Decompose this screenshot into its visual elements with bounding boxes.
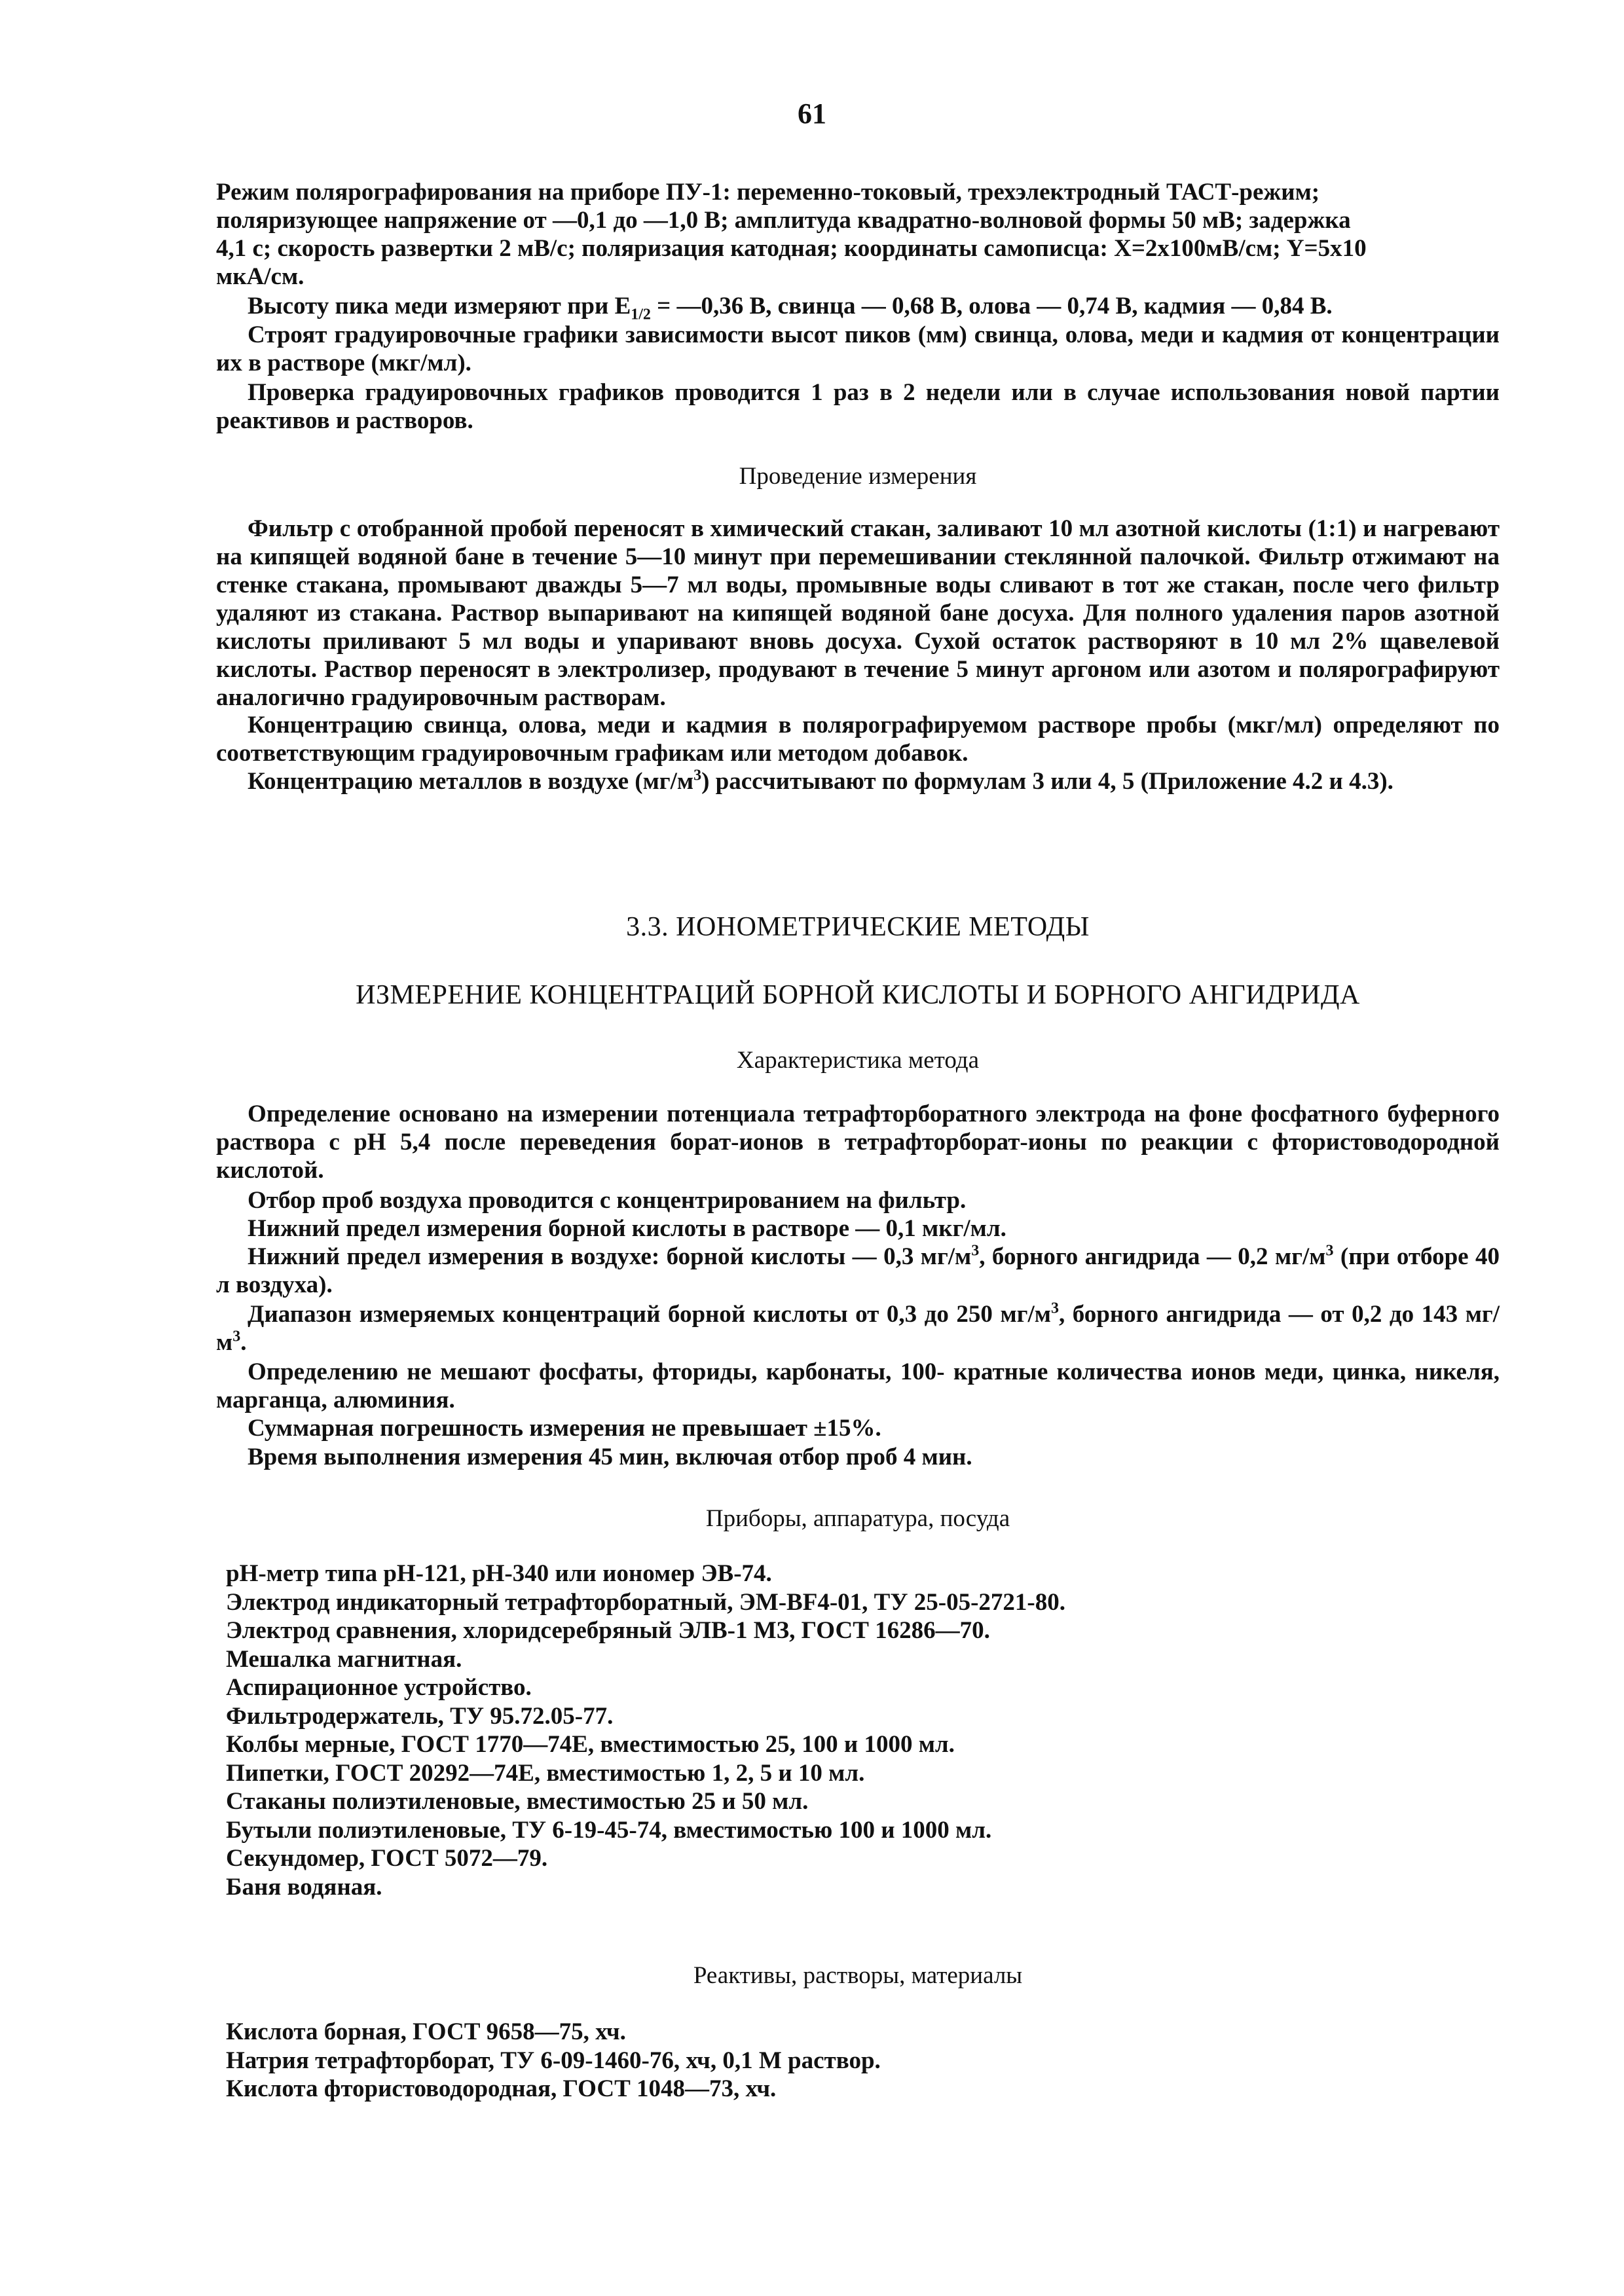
subsection-title-text: ИЗМЕРЕНИЕ КОНЦЕНТРАЦИЙ БОРНОЙ КИСЛОТЫ И БОРНОГО АНГИДРИДА [356, 980, 1360, 1010]
heading-measurement [216, 462, 1500, 490]
heading-reagents-text: Реактивы, растворы, материалы [693, 1962, 1023, 1989]
paragraph-error [216, 1414, 1500, 1442]
paragraph-interference [216, 1358, 1500, 1414]
paragraph-calibration-check [216, 378, 1500, 435]
list-item: Баня водяная. [226, 1873, 382, 1901]
heading-method-characteristics-text: Характеристика метода [736, 1047, 980, 1074]
reagents-list [226, 2018, 1496, 2104]
heading-measurement-text: Проведение измерения [739, 463, 977, 490]
error-text: Суммарная погрешность измерения не превышает ±15%. [248, 1415, 881, 1442]
method-basis-text: Определение основано на измерении потенциала тетрафторборатного электрода на фоне фосфатного буферного раствора с pH 5,4 после переведения борат-ионов в тетрафторборат-ионы по реакции с фтористоводородной кислотой. [216, 1101, 1500, 1184]
paragraph-peak-heights [216, 292, 1500, 323]
paragraph-limit-air [216, 1243, 1500, 1299]
peak-heights-text: Высоту пика меди измеряют при $E_{1/2}$ = —0,36 В, свинца — 0,68 В, олова — 0,74 В, кадмия — 0,84 В. [248, 293, 1333, 323]
list-item: Пипетки, ГОСТ 20292—74Е, вместимостью 1, 2, 5 и 10 мл. [226, 1759, 865, 1787]
section-title-text: 3.3. ИОНОМЕТРИЧЕСКИЕ МЕТОДЫ [626, 912, 1090, 942]
page-number: 61 [798, 98, 826, 130]
list-item: Стаканы полиэтиленовые, вместимостью 25 и 50 мл. [226, 1788, 809, 1815]
range-text: Диапазон измеряемых концентраций борной кислоты от 0,3 до 250 $мг/м^3$, борного ангидрида — от 0,2 до 143 $мг/м^3$. [216, 1300, 1500, 1356]
paragraph-method-basis [216, 1100, 1500, 1184]
limit-air-text: Нижний предел измерения в воздухе: борной кислоты — 0,3 $мг/м^3$, борного ангидрида — 0,2 $мг/м^3$ (при отборе 40 л воздуха). [216, 1242, 1500, 1298]
paragraph-filter-procedure [216, 515, 1500, 712]
list-item: Мешалка магнитная. [226, 1645, 462, 1673]
mode-line: 4,1 с; скорость развертки 2 мВ/с; поляризация катодная; координаты самописца: X=2x100мВ/см; Y=5x10 [216, 235, 1367, 262]
paragraph-sample-concentration [216, 711, 1500, 767]
paragraph-calibration-graphs [216, 321, 1500, 377]
list-item: Аспирационное устройство. [226, 1674, 532, 1701]
list-item: Колбы мерные, ГОСТ 1770—74Е, вместимостью 25, 100 и 1000 мл. [226, 1731, 955, 1758]
list-item: Электрод индикаторный тетрафторборатный, ЭМ-BF4-01, ТУ 25-05-2721-80. [226, 1588, 1065, 1616]
devices-list [226, 1559, 1496, 1901]
paragraph-polarography-mode [216, 178, 1500, 291]
calibration-graphs-text: Строят градуировочные графики зависимости высот пиков (мм) свинца, олова, меди и кадмия от концентрации их в растворе (мкг/мл). [216, 321, 1500, 376]
paragraph-limit-solution [216, 1214, 1500, 1243]
limit-solution-text: Нижний предел измерения борной кислоты в растворе — 0,1 мкг/мл. [248, 1215, 1006, 1242]
paragraph-range [216, 1300, 1500, 1357]
calibration-check-text: Проверка градуировочных графиков проводится 1 раз в 2 недели или в случае использования новой партии реактивов и растворов. [216, 379, 1500, 434]
heading-reagents [216, 1961, 1500, 1990]
list-item: Фильтродержатель, ТУ 95.72.05-77. [226, 1702, 614, 1730]
paragraph-air-concentration [216, 767, 1500, 795]
heading-method-characteristics [216, 1046, 1500, 1074]
subsection-title [216, 979, 1500, 1011]
list-item: Секундомер, ГОСТ 5072—79. [226, 1845, 548, 1872]
heading-devices [216, 1504, 1500, 1533]
paragraph-sampling [216, 1186, 1500, 1214]
time-text: Время выполнения измерения 45 мин, включая отбор проб 4 мин. [248, 1444, 972, 1470]
section-title [216, 911, 1500, 943]
mode-line: поляризующее напряжение от —0,1 до —1,0 В; амплитуда квадратно-волновой формы 50 мВ; задержка [216, 207, 1351, 234]
mode-line: Режим полярографирования на приборе ПУ-1: переменно-токовый, трехэлектродный ТАСТ-режим; [216, 179, 1320, 206]
list-item: Бутыли полиэтиленовые, ТУ 6-19-45-74, вместимостью 100 и 1000 мл. [226, 1816, 992, 1844]
sampling-text: Отбор проб воздуха проводится с концентрированием на фильтр. [248, 1187, 967, 1214]
mode-line: мкА/см. [216, 263, 304, 290]
paragraph-time [216, 1443, 1500, 1471]
list-item: Кислота борная, ГОСТ 9658—75, хч. [226, 2018, 626, 2045]
list-item: Натрия тетрафторборат, ТУ 6-09-1460-76, хч, 0,1 М раствор. [226, 2047, 881, 2074]
interference-text: Определению не мешают фосфаты, фториды, карбонаты, 100- кратные количества ионов меди, цинка, никеля, марганца, алюминия. [216, 1358, 1500, 1413]
list-item: Кислота фтористоводородная, ГОСТ 1048—73, хч. [226, 2075, 777, 2102]
air-concentration-text: Концентрацию металлов в воздухе $(мг/м^3)$ рассчитывают по формулам 3 или 4, 5 (Приложение 4.2 и 4.3). [248, 767, 1393, 795]
heading-devices-text: Приборы, аппаратура, посуда [705, 1505, 1010, 1532]
list-item: Электрод сравнения, хлоридсеребряный ЭЛВ-1 МЗ, ГОСТ 16286—70. [226, 1617, 990, 1644]
list-item: pH-метр типа pH-121, pH-340 или иономер ЭВ-74. [226, 1560, 772, 1587]
sample-concentration-text: Концентрацию свинца, олова, меди и кадмия в полярографируемом растворе пробы (мкг/мл) определяют по соответствующим градуировочным графикам или методом добавок. [216, 712, 1500, 767]
filter-procedure-text: Фильтр с отобранной пробой переносят в химический стакан, заливают 10 мл азотной кислоты (1:1) и нагревают на кипящей водяной бане в течение 5—10 минут при перемешивании стеклянной палочкой. Фильтр отжимают на стенке стакана, промывают дважды 5—7 мл воды, промывные воды сливают в тот же стакан, после чего фильтр удаляют из стакана. Раствор выпаривают на кипящей водяной бане досуха. Для полного удаления паров азотной кислоты приливают 5 мл воды и упаривают вновь досуха. Сухой остаток растворяют в 10 мл 2% щавелевой кислоты. Раствор переносят в электролизер, продувают в течение 5 минут аргоном или азотом и полярографируют аналогично градуировочным растворам. [216, 515, 1500, 711]
